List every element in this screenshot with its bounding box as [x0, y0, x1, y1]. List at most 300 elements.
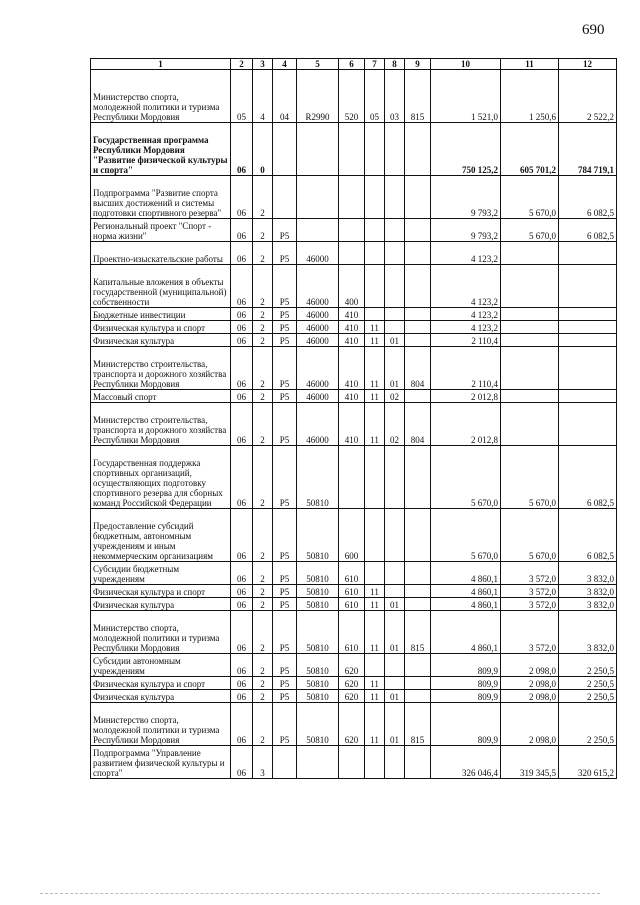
table-row [91, 611, 617, 654]
cell-col-6: 410 [339, 334, 365, 347]
cell-col-5: 50810 [297, 598, 339, 611]
cell-col-12 [559, 403, 617, 446]
column-header-3: 3 [253, 59, 273, 70]
column-header-6: 6 [339, 59, 365, 70]
cell-col-9 [405, 598, 431, 611]
cell-col-5: 50810 [297, 509, 339, 562]
cell-col-2: 06 [231, 654, 253, 677]
cell-col-6: 400 [339, 265, 365, 308]
cell-col-11: 3 572,0 [501, 562, 559, 585]
cell-col-10: 326 046,4 [431, 746, 501, 779]
header-row [91, 59, 617, 70]
table-row [91, 265, 617, 308]
cell-col-2: 06 [231, 219, 253, 242]
cell-col-6 [339, 176, 365, 219]
cell-col-2: 06 [231, 390, 253, 403]
cell-col-6 [339, 242, 365, 265]
table-row [91, 308, 617, 321]
cell-col-6 [339, 446, 365, 509]
column-header-10: 10 [431, 59, 501, 70]
cell-col-10: 4 123,2 [431, 321, 501, 334]
cell-col-8 [385, 585, 405, 598]
cell-col-7 [365, 265, 385, 308]
cell-col-2: 06 [231, 334, 253, 347]
cell-col-7: 11 [365, 677, 385, 690]
column-header-2: 2 [231, 59, 253, 70]
cell-col-11 [501, 334, 559, 347]
cell-col-10: 4 123,2 [431, 265, 501, 308]
row-name-cell: Подпрограмма "Управление развитием физической культуры и спорта" [91, 746, 231, 779]
cell-col-2: 06 [231, 746, 253, 779]
cell-col-9 [405, 176, 431, 219]
row-name-cell: Министерство строительства, транспорта и дорожного хозяйства Республики Мордовия [91, 347, 231, 390]
cell-col-11 [501, 347, 559, 390]
cell-col-6: 520 [339, 70, 365, 123]
cell-col-10: 1 521,0 [431, 70, 501, 123]
cell-col-10: 4 123,2 [431, 308, 501, 321]
cell-col-10: 9 793,2 [431, 176, 501, 219]
table-row [91, 446, 617, 509]
column-header-5: 5 [297, 59, 339, 70]
cell-col-12: 6 082,5 [559, 509, 617, 562]
cell-col-8: 01 [385, 690, 405, 703]
cell-col-10: 2 012,8 [431, 403, 501, 446]
cell-col-12: 2 250,5 [559, 654, 617, 677]
cell-col-9: 815 [405, 70, 431, 123]
table-row [91, 176, 617, 219]
cell-col-8: 01 [385, 611, 405, 654]
cell-col-4 [273, 746, 297, 779]
cell-col-6: 620 [339, 703, 365, 746]
row-name-cell: Предоставление субсидий бюджетным, автономным учреждениям и иным некоммерческим организациям [91, 509, 231, 562]
table-row [91, 403, 617, 446]
cell-col-3: 2 [253, 347, 273, 390]
cell-col-7: 11 [365, 321, 385, 334]
cell-col-4: P5 [273, 585, 297, 598]
table-row [91, 219, 617, 242]
table-row [91, 562, 617, 585]
cell-col-12: 3 832,0 [559, 611, 617, 654]
row-name-cell: Субсидии бюджетным учреждениям [91, 562, 231, 585]
cell-col-10: 4 860,1 [431, 611, 501, 654]
cell-col-3: 2 [253, 403, 273, 446]
cell-col-10: 2 110,4 [431, 334, 501, 347]
cell-col-3: 3 [253, 746, 273, 779]
cell-col-10: 809,9 [431, 703, 501, 746]
cell-col-11: 605 701,2 [501, 123, 559, 176]
cell-col-11 [501, 403, 559, 446]
cell-col-9: 804 [405, 403, 431, 446]
cell-col-4: P5 [273, 598, 297, 611]
cell-col-6: 600 [339, 509, 365, 562]
cell-col-3: 2 [253, 677, 273, 690]
cell-col-12: 2 250,5 [559, 690, 617, 703]
cell-col-4: P5 [273, 390, 297, 403]
cell-col-6: 410 [339, 390, 365, 403]
cell-col-5: 46000 [297, 347, 339, 390]
cell-col-10: 4 860,1 [431, 562, 501, 585]
cell-col-11: 3 572,0 [501, 611, 559, 654]
cell-col-9 [405, 654, 431, 677]
cell-col-5: 50810 [297, 677, 339, 690]
cell-col-12: 784 719,1 [559, 123, 617, 176]
cell-col-7 [365, 308, 385, 321]
row-name-cell: Государственная программа Республики Мордовия "Развитие физической культуры и спорта" [91, 123, 231, 176]
cell-col-5: 46000 [297, 390, 339, 403]
cell-col-10: 4 860,1 [431, 585, 501, 598]
cell-col-8 [385, 746, 405, 779]
table-row [91, 585, 617, 598]
cell-col-2: 06 [231, 176, 253, 219]
cell-col-6: 620 [339, 677, 365, 690]
cell-col-8: 01 [385, 347, 405, 390]
cell-col-11: 319 345,5 [501, 746, 559, 779]
cell-col-6: 610 [339, 611, 365, 654]
cell-col-5: 50810 [297, 611, 339, 654]
cell-col-9 [405, 265, 431, 308]
cell-col-8 [385, 308, 405, 321]
cell-col-11 [501, 242, 559, 265]
cell-col-12 [559, 265, 617, 308]
cell-col-7: 11 [365, 611, 385, 654]
cell-col-9 [405, 334, 431, 347]
cell-col-12 [559, 242, 617, 265]
cell-col-5: R2990 [297, 70, 339, 123]
table-row [91, 677, 617, 690]
row-name-cell: Подпрограмма "Развитие спорта высших достижений и системы подготовки спортивного резерва" [91, 176, 231, 219]
cell-col-3: 2 [253, 334, 273, 347]
table-row [91, 690, 617, 703]
row-name-cell: Региональный проект "Спорт - норма жизни" [91, 219, 231, 242]
cell-col-4: P5 [273, 308, 297, 321]
cell-col-4: P5 [273, 403, 297, 446]
cell-col-9 [405, 446, 431, 509]
cell-col-8: 02 [385, 390, 405, 403]
cell-col-12: 3 832,0 [559, 598, 617, 611]
cell-col-8: 02 [385, 403, 405, 446]
cell-col-3: 2 [253, 598, 273, 611]
cell-col-12 [559, 321, 617, 334]
cell-col-11: 1 250,6 [501, 70, 559, 123]
cell-col-5: 46000 [297, 308, 339, 321]
cell-col-12: 6 082,5 [559, 446, 617, 509]
cell-col-5 [297, 123, 339, 176]
cell-col-7: 11 [365, 347, 385, 390]
cell-col-4: P5 [273, 611, 297, 654]
table-row [91, 321, 617, 334]
cell-col-8: 03 [385, 70, 405, 123]
cell-col-8 [385, 265, 405, 308]
cell-col-6: 610 [339, 585, 365, 598]
cell-col-5 [297, 746, 339, 779]
cell-col-10: 4 860,1 [431, 598, 501, 611]
cell-col-2: 06 [231, 347, 253, 390]
row-name-cell: Капитальные вложения в объекты государственной (муниципальной) собственности [91, 265, 231, 308]
row-name-cell: Министерство спорта, молодежной политики и туризма Республики Мордовия [91, 703, 231, 746]
cell-col-9 [405, 690, 431, 703]
cell-col-10: 2 012,8 [431, 390, 501, 403]
cell-col-11: 3 572,0 [501, 585, 559, 598]
cell-col-8 [385, 677, 405, 690]
row-name-cell: Министерство строительства, транспорта и дорожного хозяйства Республики Мордовия [91, 403, 231, 446]
cell-col-2: 06 [231, 403, 253, 446]
cell-col-7: 11 [365, 598, 385, 611]
cell-col-10: 809,9 [431, 690, 501, 703]
cell-col-4: P5 [273, 654, 297, 677]
cell-col-4: P5 [273, 265, 297, 308]
cell-col-10: 5 670,0 [431, 446, 501, 509]
cell-col-10: 809,9 [431, 677, 501, 690]
cell-col-3: 2 [253, 585, 273, 598]
cell-col-7: 05 [365, 70, 385, 123]
cell-col-2: 06 [231, 446, 253, 509]
cell-col-2: 06 [231, 598, 253, 611]
cell-col-6: 410 [339, 308, 365, 321]
cell-col-2: 06 [231, 677, 253, 690]
cell-col-2: 06 [231, 123, 253, 176]
cell-col-10: 809,9 [431, 654, 501, 677]
cell-col-12: 6 082,5 [559, 176, 617, 219]
cell-col-8 [385, 219, 405, 242]
cell-col-2: 06 [231, 611, 253, 654]
cell-col-5: 50810 [297, 703, 339, 746]
cell-col-7 [365, 242, 385, 265]
cell-col-9: 815 [405, 703, 431, 746]
cell-col-4: P5 [273, 690, 297, 703]
cell-col-12: 3 832,0 [559, 585, 617, 598]
cell-col-3: 2 [253, 390, 273, 403]
cell-col-7: 11 [365, 403, 385, 446]
cell-col-2: 06 [231, 690, 253, 703]
cell-col-4: P5 [273, 509, 297, 562]
cell-col-11: 2 098,0 [501, 690, 559, 703]
cell-col-12 [559, 308, 617, 321]
cell-col-2: 05 [231, 70, 253, 123]
cell-col-6: 410 [339, 321, 365, 334]
cell-col-3: 2 [253, 509, 273, 562]
cell-col-11: 5 670,0 [501, 509, 559, 562]
cell-col-5: 50810 [297, 585, 339, 598]
table-row [91, 390, 617, 403]
column-header-12: 12 [559, 59, 617, 70]
cell-col-3: 2 [253, 265, 273, 308]
cell-col-9 [405, 677, 431, 690]
cell-col-8 [385, 123, 405, 176]
row-name-cell: Субсидии автономным учреждениям [91, 654, 231, 677]
row-name-cell: Государственная поддержка спортивных организаций, осуществляющих подготовку спортивного резерва для сборных команд Российской Федерации [91, 446, 231, 509]
cell-col-7: 11 [365, 334, 385, 347]
table-row [91, 334, 617, 347]
cell-col-4: P5 [273, 347, 297, 390]
cell-col-8: 01 [385, 334, 405, 347]
page-bottom-rule [40, 893, 600, 894]
cell-col-2: 06 [231, 265, 253, 308]
cell-col-4: P5 [273, 446, 297, 509]
cell-col-3: 2 [253, 321, 273, 334]
table-row [91, 242, 617, 265]
cell-col-10: 750 125,2 [431, 123, 501, 176]
row-name-cell: Массовый спорт [91, 390, 231, 403]
cell-col-5: 50810 [297, 654, 339, 677]
cell-col-3: 0 [253, 123, 273, 176]
cell-col-4: P5 [273, 242, 297, 265]
cell-col-8 [385, 654, 405, 677]
cell-col-7 [365, 746, 385, 779]
cell-col-12: 2 522,2 [559, 70, 617, 123]
cell-col-7 [365, 562, 385, 585]
cell-col-12 [559, 334, 617, 347]
cell-col-6: 610 [339, 562, 365, 585]
cell-col-12 [559, 390, 617, 403]
cell-col-10: 4 123,2 [431, 242, 501, 265]
cell-col-11: 5 670,0 [501, 219, 559, 242]
cell-col-12: 6 082,5 [559, 219, 617, 242]
cell-col-7 [365, 123, 385, 176]
column-header-11: 11 [501, 59, 559, 70]
cell-col-9 [405, 562, 431, 585]
table-row [91, 654, 617, 677]
table-row [91, 509, 617, 562]
row-name-cell: Физическая культура и спорт [91, 585, 231, 598]
cell-col-12: 320 615,2 [559, 746, 617, 779]
cell-col-8 [385, 242, 405, 265]
cell-col-8 [385, 321, 405, 334]
cell-col-12: 2 250,5 [559, 703, 617, 746]
row-name-cell: Физическая культура и спорт [91, 321, 231, 334]
cell-col-4 [273, 123, 297, 176]
cell-col-3: 2 [253, 242, 273, 265]
table-row [91, 746, 617, 779]
cell-col-9 [405, 585, 431, 598]
cell-col-2: 06 [231, 509, 253, 562]
cell-col-12: 3 832,0 [559, 562, 617, 585]
cell-col-11: 2 098,0 [501, 677, 559, 690]
cell-col-3: 2 [253, 308, 273, 321]
cell-col-6: 620 [339, 690, 365, 703]
cell-col-3: 4 [253, 70, 273, 123]
cell-col-5 [297, 176, 339, 219]
cell-col-7 [365, 176, 385, 219]
row-name-cell: Бюджетные инвестиции [91, 308, 231, 321]
row-name-cell: Физическая культура и спорт [91, 677, 231, 690]
cell-col-9: 804 [405, 347, 431, 390]
cell-col-3: 2 [253, 703, 273, 746]
cell-col-5: 46000 [297, 242, 339, 265]
row-name-cell: Министерство спорта, молодежной политики и туризма Республики Мордовия [91, 611, 231, 654]
cell-col-11: 5 670,0 [501, 446, 559, 509]
row-name-cell: Физическая культура [91, 690, 231, 703]
cell-col-12: 2 250,5 [559, 677, 617, 690]
cell-col-6: 620 [339, 654, 365, 677]
table-row [91, 347, 617, 390]
cell-col-9: 815 [405, 611, 431, 654]
cell-col-5 [297, 219, 339, 242]
column-header-8: 8 [385, 59, 405, 70]
cell-col-6: 410 [339, 403, 365, 446]
cell-col-9 [405, 509, 431, 562]
cell-col-4: P5 [273, 321, 297, 334]
cell-col-3: 2 [253, 446, 273, 509]
cell-col-7: 11 [365, 585, 385, 598]
cell-col-9 [405, 390, 431, 403]
cell-col-4 [273, 176, 297, 219]
cell-col-11: 2 098,0 [501, 654, 559, 677]
cell-col-7: 11 [365, 390, 385, 403]
cell-col-6 [339, 219, 365, 242]
cell-col-6 [339, 123, 365, 176]
budget-table [90, 58, 617, 779]
cell-col-2: 06 [231, 308, 253, 321]
cell-col-11 [501, 308, 559, 321]
page-number: 690 [582, 22, 605, 38]
row-name-cell: Физическая культура [91, 334, 231, 347]
cell-col-5: 46000 [297, 265, 339, 308]
cell-col-7 [365, 654, 385, 677]
cell-col-3: 2 [253, 690, 273, 703]
cell-col-9 [405, 219, 431, 242]
cell-col-3: 2 [253, 611, 273, 654]
cell-col-7 [365, 219, 385, 242]
cell-col-8 [385, 509, 405, 562]
row-name-cell: Министерство спорта, молодежной политики и туризма Республики Мордовия [91, 70, 231, 123]
column-header-1: 1 [91, 59, 231, 70]
cell-col-10: 9 793,2 [431, 219, 501, 242]
cell-col-8 [385, 562, 405, 585]
cell-col-2: 06 [231, 562, 253, 585]
cell-col-8 [385, 446, 405, 509]
cell-col-7: 11 [365, 703, 385, 746]
cell-col-4: P5 [273, 562, 297, 585]
table-body [91, 70, 617, 779]
table-row [91, 123, 617, 176]
cell-col-3: 2 [253, 219, 273, 242]
cell-col-11 [501, 321, 559, 334]
table-row [91, 703, 617, 746]
column-header-4: 4 [273, 59, 297, 70]
cell-col-11: 2 098,0 [501, 703, 559, 746]
cell-col-9 [405, 746, 431, 779]
cell-col-5: 46000 [297, 334, 339, 347]
cell-col-2: 06 [231, 242, 253, 265]
cell-col-4: 04 [273, 70, 297, 123]
cell-col-6: 410 [339, 347, 365, 390]
cell-col-8 [385, 176, 405, 219]
cell-col-7: 11 [365, 690, 385, 703]
cell-col-9 [405, 123, 431, 176]
column-header-9: 9 [405, 59, 431, 70]
column-header-7: 7 [365, 59, 385, 70]
row-name-cell: Проектно-изыскательские работы [91, 242, 231, 265]
cell-col-2: 06 [231, 321, 253, 334]
cell-col-10: 2 110,4 [431, 347, 501, 390]
cell-col-7 [365, 509, 385, 562]
cell-col-5: 46000 [297, 403, 339, 446]
cell-col-8: 01 [385, 598, 405, 611]
cell-col-4: P5 [273, 334, 297, 347]
cell-col-5: 50810 [297, 562, 339, 585]
cell-col-6: 610 [339, 598, 365, 611]
cell-col-11: 3 572,0 [501, 598, 559, 611]
cell-col-3: 2 [253, 654, 273, 677]
table-row [91, 70, 617, 123]
cell-col-9 [405, 242, 431, 265]
cell-col-2: 06 [231, 703, 253, 746]
cell-col-12 [559, 347, 617, 390]
cell-col-4: P5 [273, 219, 297, 242]
cell-col-8: 01 [385, 703, 405, 746]
cell-col-11: 5 670,0 [501, 176, 559, 219]
cell-col-2: 06 [231, 585, 253, 598]
